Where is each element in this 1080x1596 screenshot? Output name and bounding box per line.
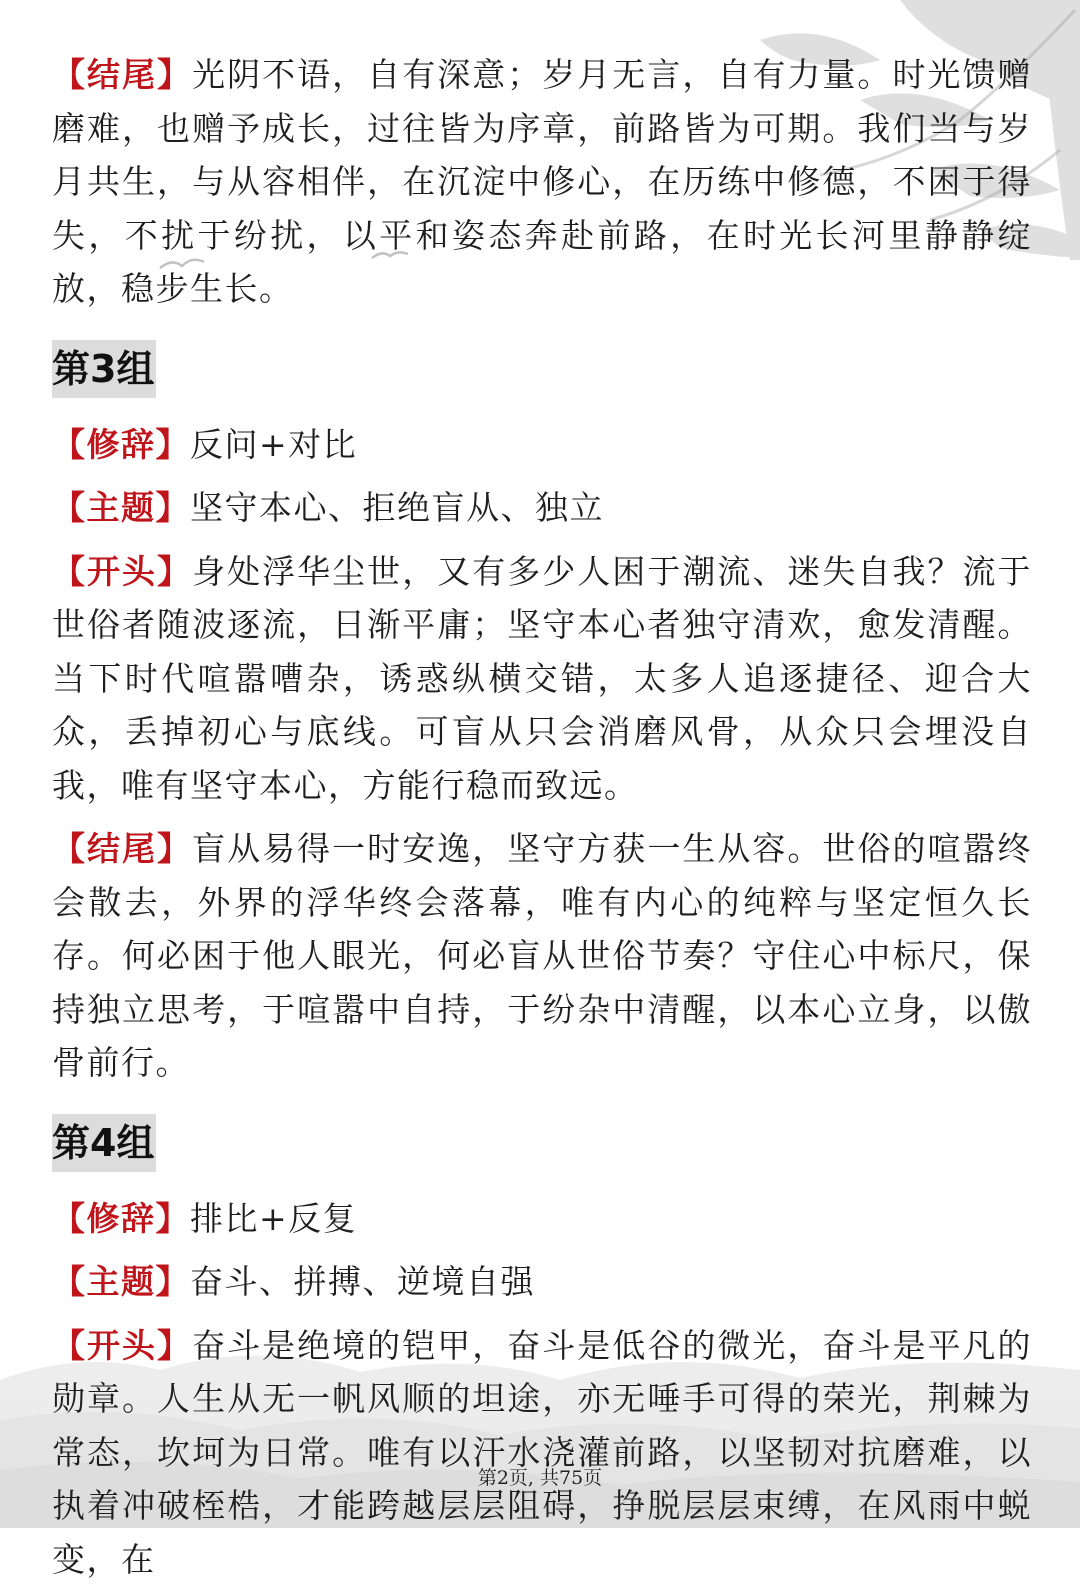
section-heading-wrap: [52, 340, 1032, 398]
paragraph-text: 坚守本心、拒绝盲从、独立: [190, 488, 604, 527]
paragraph-tag: 【修辞】: [52, 424, 190, 464]
paragraph-text: 身处浮华尘世，又有多少人困于潮流、迷失自我？流于世俗者随波逐流，日渐平庸；坚守本心者独守清欢，愈发清醒。当下时代喧嚣嘈杂，诱惑纵横交错，太多人追逐捷径、迎合大众，丢掉初心与底线。可盲从只会消磨风骨，从众只会埋没自我，唯有坚守本心，方能行稳而致远。: [52, 551, 1033, 805]
paragraph-tag: 【主题】: [52, 1262, 190, 1301]
paragraph-tag: 【修辞】: [52, 1198, 190, 1238]
page-number-label: 第2页, 共75页: [477, 1467, 603, 1489]
paragraph-tag: 【结尾】: [52, 55, 193, 94]
paragraph-text: 盲从易得一时安逸，坚守方获一生从容。世俗的喧嚣终会散去，外界的浮华终会落幕，唯有内心的纯粹与坚定恒久长存。何必困于他人眼光，何必盲从世俗节奏？守住心中标尺，保持独立思考，于喧嚣中自持，于纷杂中清醒，以本心立身，以傲骨前行。: [52, 829, 1033, 1082]
paragraph: [52, 418, 1032, 472]
section-heading-wrap: [52, 1114, 1032, 1172]
paragraph-text: 光阴不语，自有深意；岁月无言，自有力量。时光馈赠磨难，也赠予成长，过往皆为序章，前路皆为可期。我们当与岁月共生，与从容相伴，在沉淀中修心，在历练中修德，不困于得失，不扰于纷扰，以平和姿态奔赴前路，在时光长河里静静绽放，稳步生长。: [52, 55, 1033, 308]
section-heading: 第4组: [52, 1114, 156, 1172]
paragraph-text: 反问+对比: [190, 424, 358, 464]
paragraph: [52, 48, 1032, 316]
paragraph: [52, 1192, 1032, 1246]
document-body: [52, 48, 1032, 1596]
paragraph-text: 奋斗是绝境的铠甲，奋斗是低谷的微光，奋斗是平凡的勋章。人生从无一帆风顺的坦途，亦无唾手可得的荣光，荆棘为常态，坎坷为日常。唯有以汗水浇灌前路，以坚韧对抗磨难，以执着冲破桎梏，才能跨越层层阻碍，挣脱层层束缚，在风雨中蜕变，在: [52, 1325, 1033, 1579]
paragraph-tag: 【开头】: [52, 551, 193, 591]
paragraph: [52, 1319, 1032, 1587]
paragraph: [52, 1255, 1032, 1309]
paragraph-tag: 【主题】: [52, 488, 190, 527]
paragraph-tag: 【结尾】: [52, 829, 193, 868]
page-footer: [0, 1463, 1080, 1490]
paragraph: [52, 481, 1032, 535]
paragraph-tag: 【开头】: [52, 1325, 193, 1365]
paragraph-text: 排比+反复: [190, 1198, 358, 1238]
paragraph: [52, 545, 1032, 813]
paragraph: [52, 822, 1032, 1090]
section-heading: 第3组: [52, 340, 156, 398]
paragraph-text: 奋斗、拼搏、逆境自强: [190, 1262, 535, 1301]
